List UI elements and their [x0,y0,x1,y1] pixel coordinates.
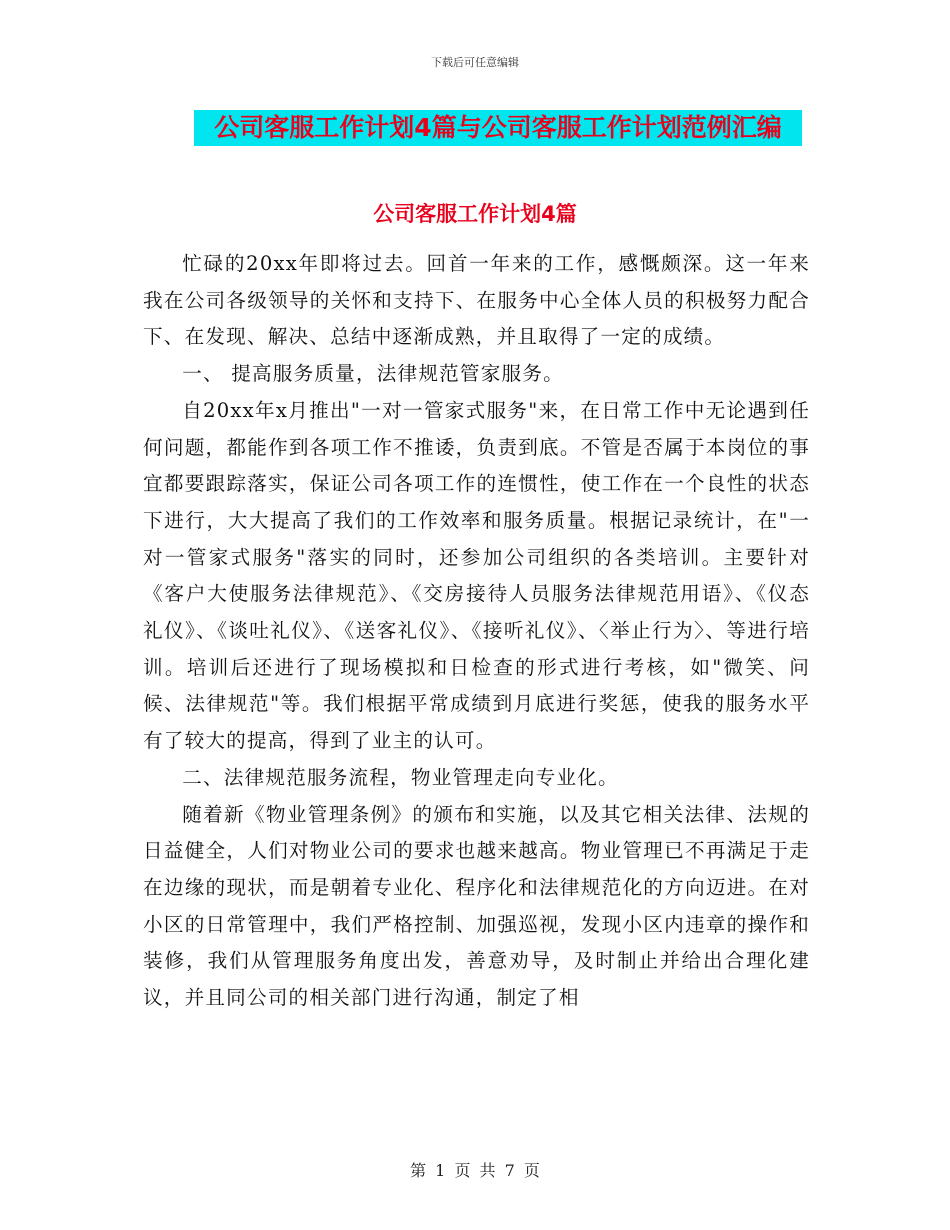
main-title-highlight [194,110,802,146]
main-title: 公司客服工作计划4篇与公司客服工作计划范例汇编 [214,113,782,142]
section-heading: 一、 提高服务质量，法律规范管家服务。 [182,362,564,386]
document-body [143,246,810,1017]
section-heading: 二、法律规范服务流程，物业管理走向专业化。 [182,765,619,789]
paragraph: 随着新《物业管理条例》的颁布和实施，以及其它相关法律、法规的日益健全，人们对物业公司的要求也越来越高。物业管理已不再满足于走在边缘的现状，而是朝着专业化、程序化和法律规范化的方向迈进。在对小区的日常管理中，我们严格控制、加强巡视，发现小区内违章的操作和装修，我们从管理服务角度出发，善意劝导，及时制止并给出合理化建议，并且同公司的相关部门进行沟通，制定了相 [143,802,810,1010]
paragraph: 忙碌的20xx年即将过去。回首一年来的工作，感慨颇深。这一年来我在公司各级领导的关怀和支持下、在服务中心全体人员的积极努力配合下、在发现、解决、总结中逐渐成熟，并且取得了一定的成绩。 [143,252,810,349]
page-number: 第 1 页 共 7 页 [410,1161,540,1180]
paragraph: 自20xx年x月推出"一对一管家式服务"来，在日常工作中无论遇到任何问题，都能作到各项工作不推诿，负责到底。不管是否属于本岗位的事宜都要跟踪落实，保证公司各项工作的连惯性，使工作在一个良性的状态下进行，大大提高了我们的工作效率和服务质量。根据记录统计，在"一对一管家式服务"落实的同时，还参加公司组织的各类培训。主要针对《客户大使服务法律规范》、《交房接待人员服务法律规范用语》、《仪态礼仪》、《谈吐礼仪》、《送客礼仪》、《接听礼仪》、〈举止行为〉、等进行培训。培训后还进行了现场模拟和日检查的形式进行考核，如"微笑、问候、法律规范"等。我们根据平常成绩到月底进行奖惩，使我的服务水平有了较大的提高，得到了业主的认可。 [143,398,810,753]
header-note: 下载后可任意编辑 [431,56,519,69]
section-title: 公司客服工作计划4篇 [373,202,577,226]
